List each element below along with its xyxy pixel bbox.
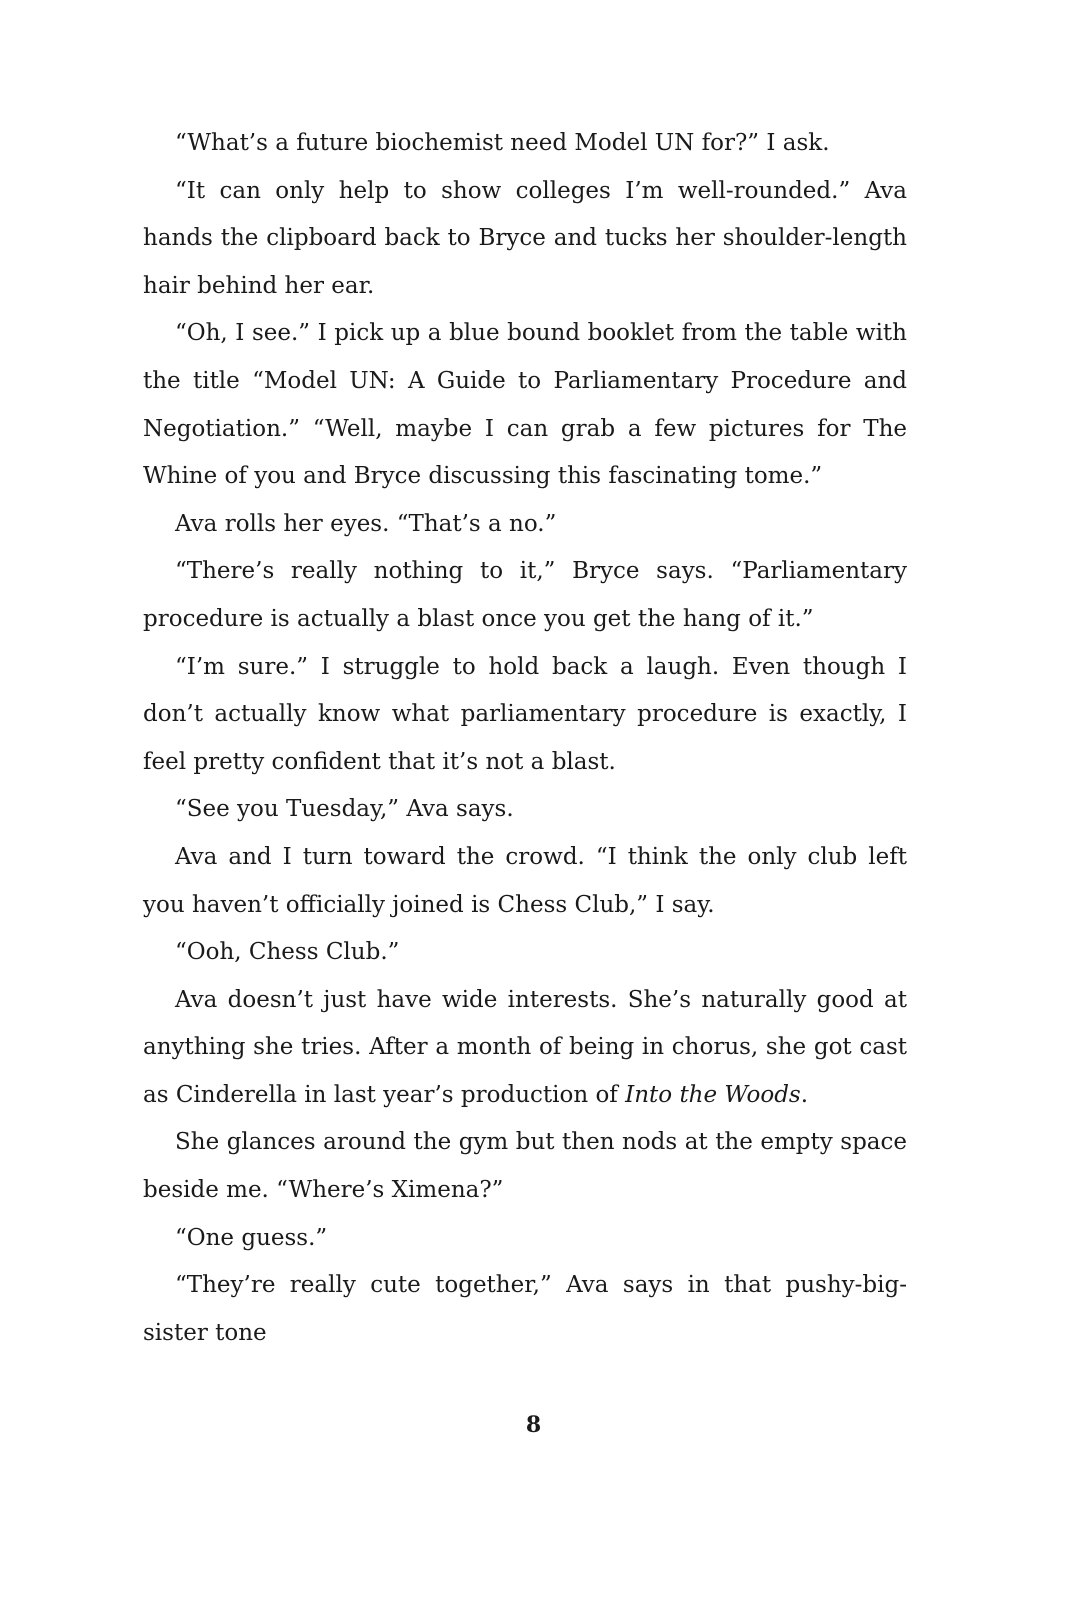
paragraph-text: . <box>800 1081 809 1108</box>
paragraph-text: Ava doesn’t just have wide interests. She’s naturally good at anything she tries. After a month of being in chorus, she got cast as Cinderella in last year’s production of <box>143 986 907 1108</box>
paragraph: “What’s a future biochemist need Model UN for?” I ask. <box>175 130 830 156</box>
paragraph: She glances around the gym but then nods at the empty space beside me. “Where’s Ximena?” <box>143 1129 907 1204</box>
paragraph: “There’s really nothing to it,” Bryce says. “Parliamentary procedure is actually a blast once you get the hang of it.” <box>143 558 907 632</box>
paragraph: “I’m sure.” I struggle to hold back a laugh. Even though I don’t actually know what parliamentary procedure is exactly, I feel pretty confident that it’s not a blast. <box>143 653 907 775</box>
paragraph: “See you Tuesday,” Ava says. <box>175 796 514 823</box>
page-number: 8 <box>525 1412 542 1438</box>
paragraph <box>143 977 907 1120</box>
paragraph: “Ooh, Chess Club.” <box>175 939 400 966</box>
paragraph: “Oh, I see.” I pick up a blue bound booklet from the table with the title “Model UN: A Guide to Parliamentary Procedure and Negotiation.” “Well, maybe I can grab a few pictures for The Whine of you and Bryce discussing this fascinating tome.” <box>143 320 907 490</box>
paragraph: Ava and I turn toward the crowd. “I think the only club left you haven’t officially joined is Chess Club,” I say. <box>143 843 907 918</box>
paragraph: “They’re really cute together,” Ava says in that pushy-big-sister tone <box>143 1272 907 1346</box>
body-text <box>143 120 907 1357</box>
paragraph: “One guess.” <box>175 1224 328 1251</box>
paragraph: Ava rolls her eyes. “That’s a no.” <box>175 510 557 537</box>
paragraph: “It can only help to show colleges I’m well-rounded.” Ava hands the clipboard back to Bryce and tucks her shoulder-length hair behind her ear. <box>143 177 907 299</box>
italic-title: Into the Woods <box>625 1081 801 1108</box>
